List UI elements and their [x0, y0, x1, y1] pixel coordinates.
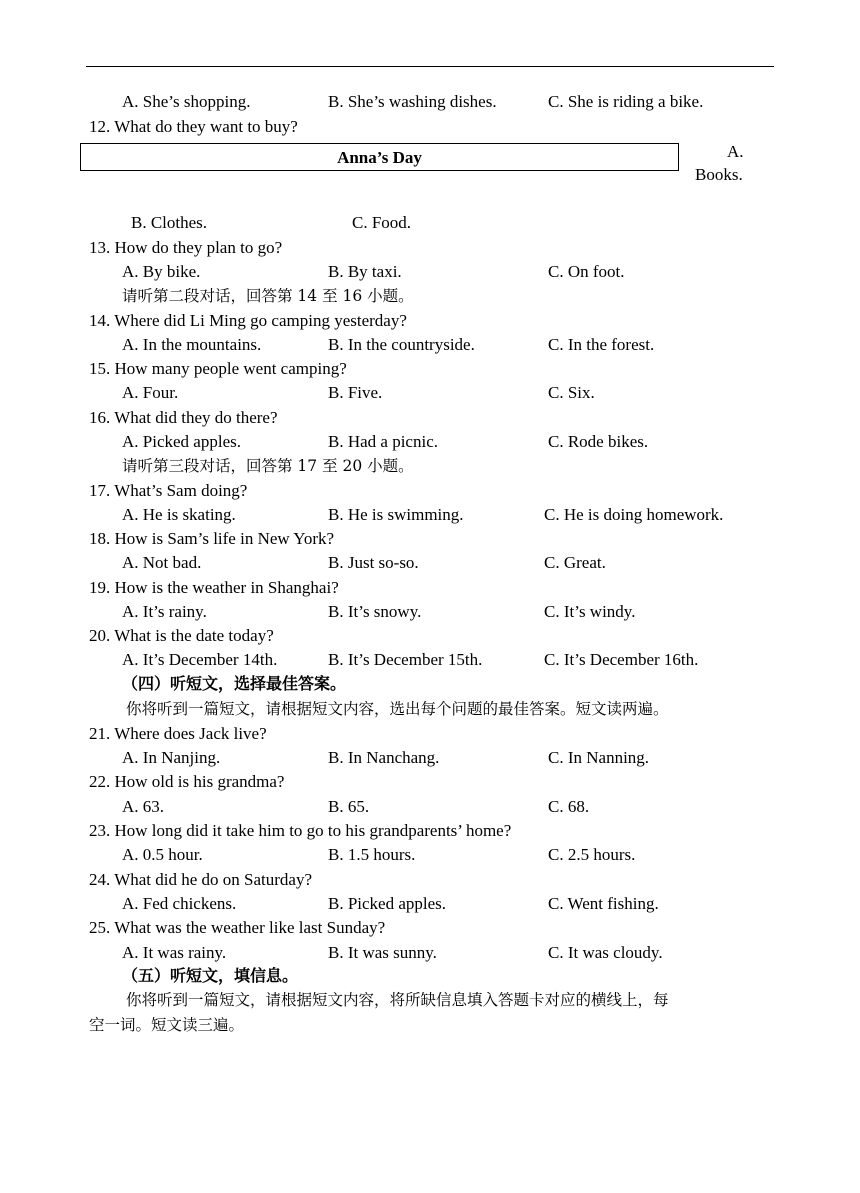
- q23-question: 23. How long did it take him to go to his grandparents’ home?: [89, 821, 512, 840]
- q12-option-b: B. Clothes.: [131, 213, 208, 232]
- q24-option-a: A. Fed chickens.: [122, 894, 237, 913]
- q11-option-a: A. She’s shopping.: [122, 92, 251, 111]
- q19-option-b: B. It’s snowy.: [328, 602, 422, 621]
- q23-option-c: C. 2.5 hours.: [548, 845, 636, 864]
- q21-option-b: B. In Nanchang.: [328, 748, 440, 767]
- q15-option-a: A. Four.: [122, 383, 179, 402]
- q17-option-a: A. He is skating.: [122, 505, 236, 524]
- q24-option-b: B. Picked apples.: [328, 894, 447, 913]
- q18-option-a: A. Not bad.: [122, 553, 202, 572]
- q22-option-b: B. 65.: [328, 797, 370, 816]
- q13-option-b: B. By taxi.: [328, 262, 402, 281]
- q21-option-a: A. In Nanjing.: [122, 748, 221, 767]
- q14-option-a: A. In the mountains.: [122, 335, 262, 354]
- q13-option-c: C. On foot.: [548, 262, 625, 281]
- q15-question: 15. How many people went camping?: [89, 359, 347, 378]
- q21-question: 21. Where does Jack live?: [89, 724, 267, 743]
- q14-question: 14. Where did Li Ming go camping yesterday?: [89, 311, 407, 330]
- instruction-dialogue-3: 请听第三段对话，回答第 17 至 20 小题。: [122, 457, 414, 475]
- q25-option-a: A. It was rainy.: [122, 943, 227, 962]
- q15-option-c: C. Six.: [548, 383, 595, 402]
- q16-option-b: B. Had a picnic.: [328, 432, 438, 451]
- q16-option-a: A. Picked apples.: [122, 432, 241, 451]
- q18-option-c: C. Great.: [544, 553, 606, 572]
- q17-option-b: B. He is swimming.: [328, 505, 464, 524]
- section5-instruction-line1: 你将听到一篇短文，请根据短文内容，将所缺信息填入答题卡对应的横线上，每: [126, 991, 669, 1009]
- instruction-dialogue-2: 请听第二段对话，回答第 14 至 16 小题。: [122, 287, 414, 305]
- q21-option-c: C. In Nanning.: [548, 748, 650, 767]
- q22-option-c: C. 68.: [548, 797, 590, 816]
- q17-option-c: C. He is doing homework.: [544, 505, 724, 524]
- q17-question: 17. What’s Sam doing?: [89, 481, 248, 500]
- q16-question: 16. What did they do there?: [89, 408, 278, 427]
- anna-day-box: [80, 143, 679, 171]
- q11-option-b: B. She’s washing dishes.: [328, 92, 497, 111]
- q20-option-b: B. It’s December 15th.: [328, 650, 483, 669]
- q13-question: 13. How do they plan to go?: [89, 238, 283, 257]
- q22-option-a: A. 63.: [122, 797, 165, 816]
- q20-option-c: C. It’s December 16th.: [544, 650, 699, 669]
- section4-instruction: 你将听到一篇短文，请根据短文内容，选出每个问题的最佳答案。短文读两遍。: [126, 700, 669, 718]
- q20-option-a: A. It’s December 14th.: [122, 650, 278, 669]
- q19-option-a: A. It’s rainy.: [122, 602, 207, 621]
- q18-question: 18. How is Sam’s life in New York?: [89, 529, 335, 548]
- q23-option-a: A. 0.5 hour.: [122, 845, 203, 864]
- q19-question: 19. How is the weather in Shanghai?: [89, 578, 339, 597]
- q12-option-a-text: Books.: [695, 165, 743, 184]
- q14-option-b: B. In the countryside.: [328, 335, 475, 354]
- q11-option-c: C. She is riding a bike.: [548, 92, 704, 111]
- q23-option-b: B. 1.5 hours.: [328, 845, 416, 864]
- q24-question: 24. What did he do on Saturday?: [89, 870, 313, 889]
- q24-option-c: C. Went fishing.: [548, 894, 659, 913]
- q12-option-c: C. Food.: [352, 213, 412, 232]
- q19-option-c: C. It’s windy.: [544, 602, 636, 621]
- q25-option-c: C. It was cloudy.: [548, 943, 663, 962]
- q15-option-b: B. Five.: [328, 383, 383, 402]
- q25-question: 25. What was the weather like last Sunday?: [89, 918, 386, 937]
- section5-heading: （五）听短文，填信息。: [122, 966, 299, 985]
- section5-instruction-line2: 空一词。短文读三遍。: [89, 1016, 245, 1034]
- q25-option-b: B. It was sunny.: [328, 943, 437, 962]
- q12-option-a-label: A.: [727, 142, 744, 161]
- q14-option-c: C. In the forest.: [548, 335, 655, 354]
- q20-question: 20. What is the date today?: [89, 626, 274, 645]
- q22-question: 22. How old is his grandma?: [89, 772, 285, 791]
- q13-option-a: A. By bike.: [122, 262, 201, 281]
- q12-question: 12. What do they want to buy?: [89, 117, 298, 136]
- section4-heading: （四）听短文，选择最佳答案。: [122, 674, 347, 693]
- q16-option-c: C. Rode bikes.: [548, 432, 649, 451]
- q18-option-b: B. Just so-so.: [328, 553, 419, 572]
- anna-day-title: Anna’s Day: [337, 148, 422, 167]
- header-rule: [86, 66, 774, 67]
